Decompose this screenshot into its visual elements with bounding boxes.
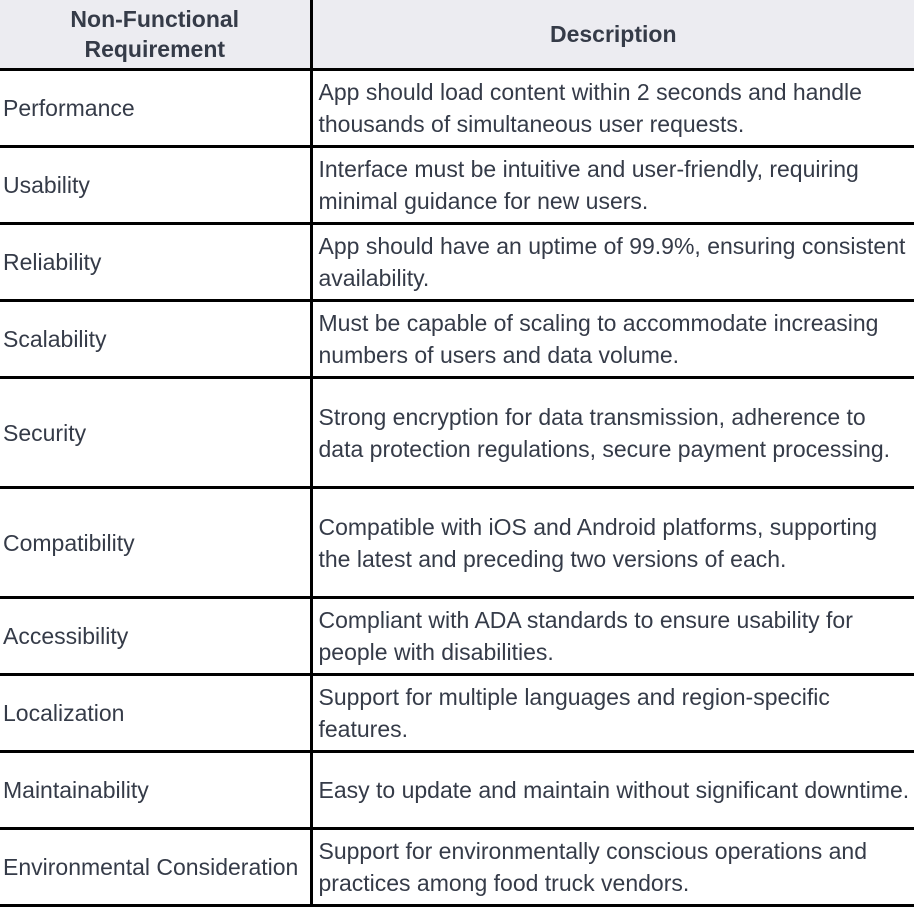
description-cell: App should have an uptime of 99.9%, ensuring consistent availability.	[311, 224, 914, 301]
header-description: Description	[311, 0, 914, 70]
table-row	[0, 378, 914, 488]
requirement-cell: Scalability	[0, 301, 311, 378]
requirement-cell: Usability	[0, 147, 311, 224]
requirement-cell: Compatibility	[0, 488, 311, 598]
description-cell: Strong encryption for data transmission, adherence to data protection regulations, secure payment processing.	[311, 378, 914, 488]
requirement-cell: Maintainability	[0, 752, 311, 829]
table-row	[0, 488, 914, 598]
requirement-cell: Accessibility	[0, 598, 311, 675]
table-row	[0, 147, 914, 224]
table-body	[0, 70, 914, 906]
description-cell: Compliant with ADA standards to ensure usability for people with disabilities.	[311, 598, 914, 675]
description-cell: Interface must be intuitive and user-friendly, requiring minimal guidance for new users.	[311, 147, 914, 224]
description-cell: Compatible with iOS and Android platforms, supporting the latest and preceding two versions of each.	[311, 488, 914, 598]
table-row	[0, 752, 914, 829]
description-cell: Easy to update and maintain without significant downtime.	[311, 752, 914, 829]
table-header	[0, 0, 914, 70]
requirement-cell: Environmental Consideration	[0, 829, 311, 906]
table-row	[0, 829, 914, 906]
header-requirement: Non-Functional Requirement	[0, 0, 311, 70]
description-cell: Must be capable of scaling to accommodate increasing numbers of users and data volume.	[311, 301, 914, 378]
requirement-cell: Reliability	[0, 224, 311, 301]
table-row	[0, 70, 914, 147]
description-cell: App should load content within 2 seconds and handle thousands of simultaneous user requests.	[311, 70, 914, 147]
requirement-cell: Performance	[0, 70, 311, 147]
description-cell: Support for multiple languages and region-specific features.	[311, 675, 914, 752]
table-row	[0, 224, 914, 301]
requirement-cell: Security	[0, 378, 311, 488]
description-cell: Support for environmentally conscious operations and practices among food truck vendors.	[311, 829, 914, 906]
table-row	[0, 598, 914, 675]
table-row	[0, 301, 914, 378]
table-row	[0, 675, 914, 752]
header-row	[0, 0, 914, 70]
requirement-cell: Localization	[0, 675, 311, 752]
